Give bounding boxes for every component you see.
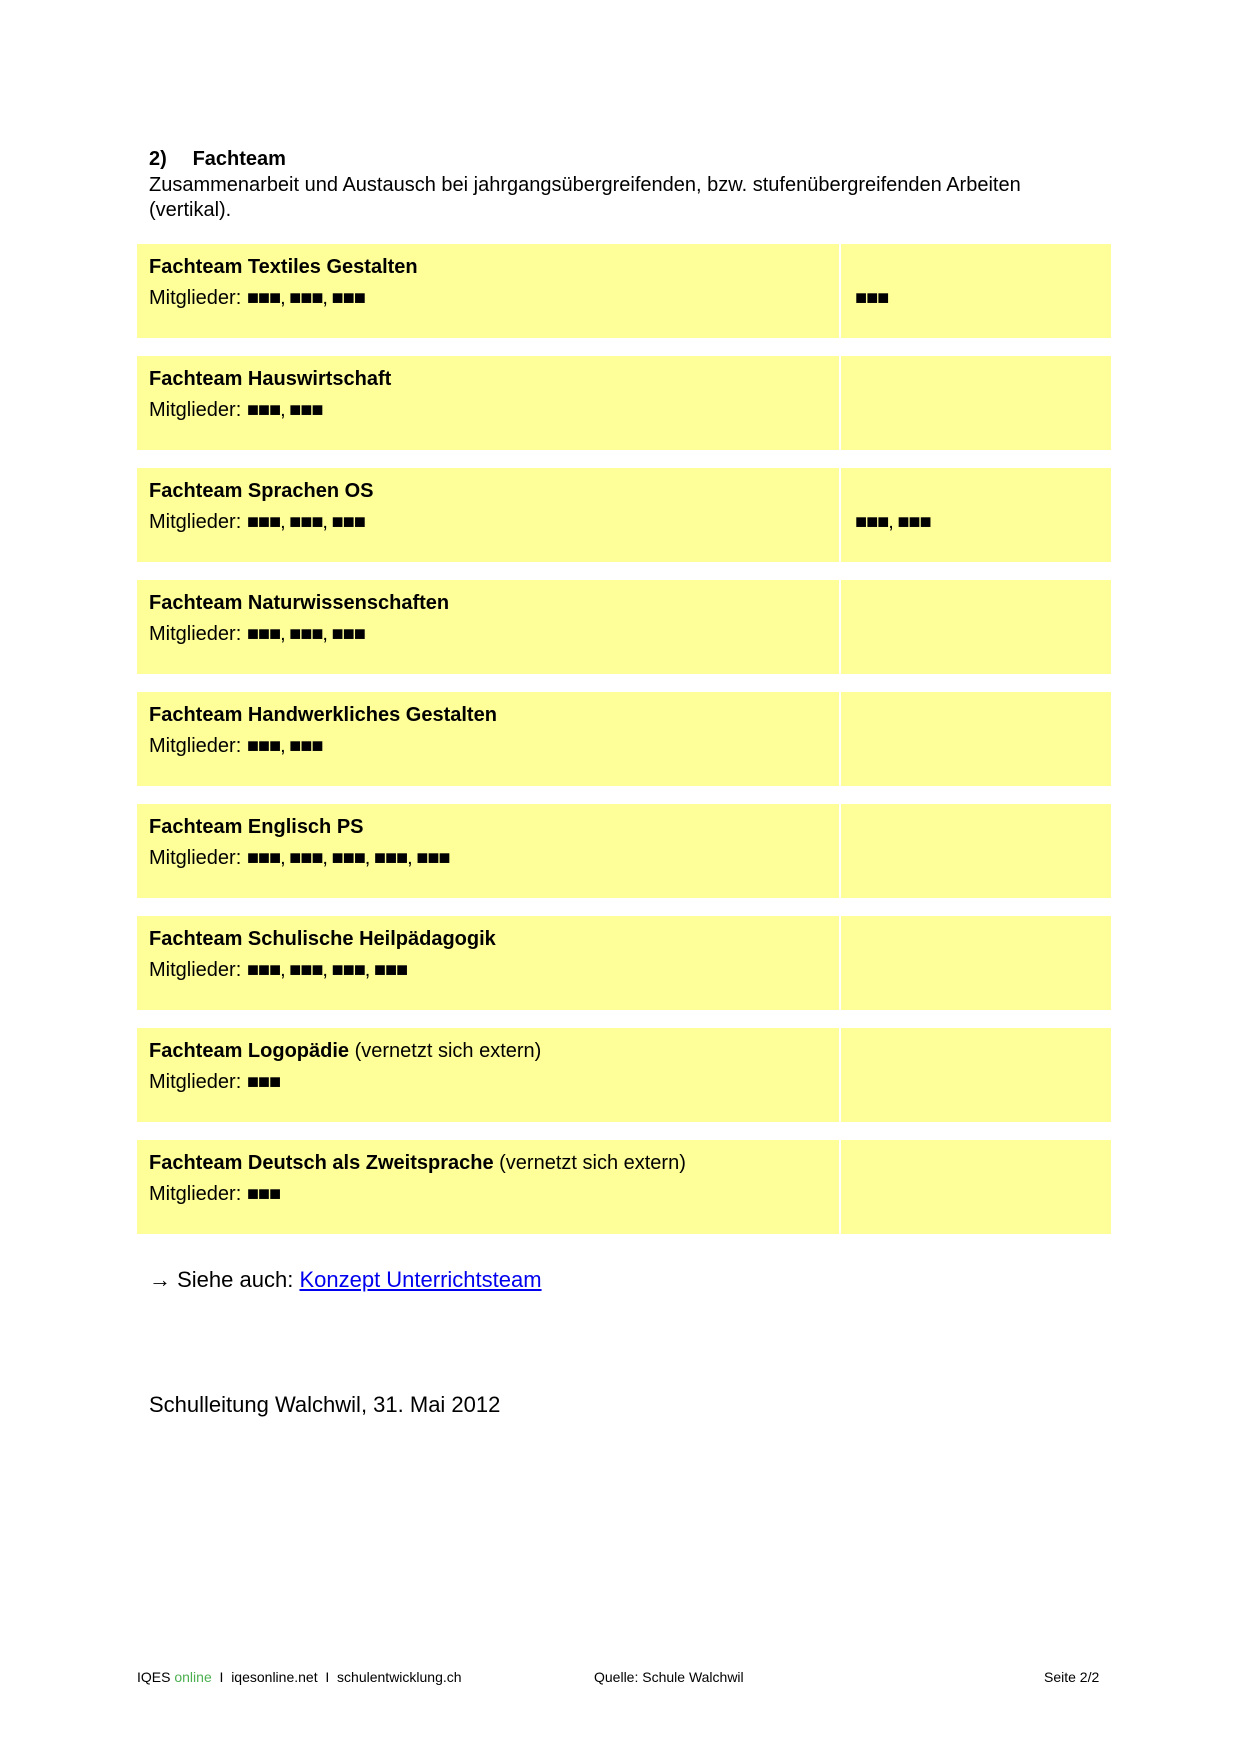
team-members: ■■■ [246,1071,281,1093]
arrow-right-icon: → [149,1267,171,1292]
team-right-cell [841,356,1111,450]
team-row [137,468,1111,562]
team-right-cell: ■■■ [841,244,1111,338]
team-row [137,916,1111,1010]
footer-site-1: iqesonline.net [231,1669,318,1685]
team-cell [137,1140,839,1234]
team-right-cell [841,916,1111,1010]
footer-brand-name: IQES [137,1669,171,1685]
team-table [137,244,1111,1252]
team-members: ■■■, ■■■, ■■■, ■■■ [246,959,408,981]
members-label: Mitglieder: [149,1071,242,1093]
team-row [137,580,1111,674]
footer-source: Quelle: Schule Walchwil [594,1669,744,1685]
team-title: Fachteam Hauswirtschaft [149,368,392,390]
konzept-unterrichtsteam-link[interactable]: Konzept Unterrichtsteam [299,1267,542,1292]
footer-separator: I [325,1669,330,1685]
team-title: Fachteam Schulische Heilpädagogik [149,928,496,950]
members-label: Mitglieder: [149,287,242,309]
team-row [137,1028,1111,1122]
team-cell [137,916,839,1010]
members-label: Mitglieder: [149,511,242,533]
members-label: Mitglieder: [149,847,242,869]
footer-site-2: schulentwicklung.ch [337,1669,462,1685]
footer-brand-online: online [174,1669,212,1685]
team-row [137,692,1111,786]
team-cell [137,468,839,562]
team-row [137,356,1111,450]
team-members: ■■■, ■■■, ■■■ [246,287,365,309]
team-cell [137,692,839,786]
team-note: (vernetzt sich extern) [354,1040,542,1062]
team-cell [137,244,839,338]
see-also [149,1267,542,1293]
section-intro: Zusammenarbeit und Austausch bei jahrgangsübergreifenden, bzw. stufenübergreifenden Arbeiten (vertikal). [149,174,1021,221]
team-right-cell [841,580,1111,674]
team-note: (vernetzt sich extern) [499,1152,686,1174]
team-title: Fachteam Handwerkliches Gestalten [149,704,497,726]
team-cell [137,804,839,898]
team-cell [137,356,839,450]
signature: Schulleitung Walchwil, 31. Mai 2012 [149,1392,501,1417]
members-label: Mitglieder: [149,623,242,645]
team-right-cell [841,804,1111,898]
team-right-cell [841,1140,1111,1234]
footer-separator: I [219,1669,224,1685]
team-right-cell [841,692,1111,786]
team-title: Fachteam Englisch PS [149,816,364,838]
team-row [137,804,1111,898]
members-label: Mitglieder: [149,735,242,757]
team-right-cell: ■■■, ■■■ [841,468,1111,562]
team-members: ■■■, ■■■, ■■■, ■■■, ■■■ [246,847,450,869]
footer-page-number: Seite 2/2 [1044,1669,1100,1685]
team-cell [137,1028,839,1122]
team-title: Fachteam Deutsch als Zweitsprache [149,1152,494,1174]
team-members: ■■■, ■■■ [246,735,323,757]
team-title: Fachteam Logopädie [149,1040,350,1062]
section-number: 2) [149,148,167,170]
team-right-cell [841,1028,1111,1122]
section-heading [149,148,286,171]
members-label: Mitglieder: [149,399,242,421]
see-also-label: Siehe auch: [177,1267,294,1292]
team-title: Fachteam Sprachen OS [149,480,374,502]
team-cell [137,580,839,674]
members-label: Mitglieder: [149,1183,242,1205]
team-members: ■■■ [246,1183,281,1205]
team-title: Fachteam Naturwissenschaften [149,592,450,614]
team-members: ■■■, ■■■ [246,399,323,421]
section-title: Fachteam [192,148,286,170]
team-members: ■■■, ■■■, ■■■ [246,623,365,645]
members-label: Mitglieder: [149,959,242,981]
team-title: Fachteam Textiles Gestalten [149,256,418,278]
team-row [137,1140,1111,1234]
team-row [137,244,1111,338]
team-members: ■■■, ■■■, ■■■ [246,511,365,533]
footer-brand [137,1669,462,1685]
